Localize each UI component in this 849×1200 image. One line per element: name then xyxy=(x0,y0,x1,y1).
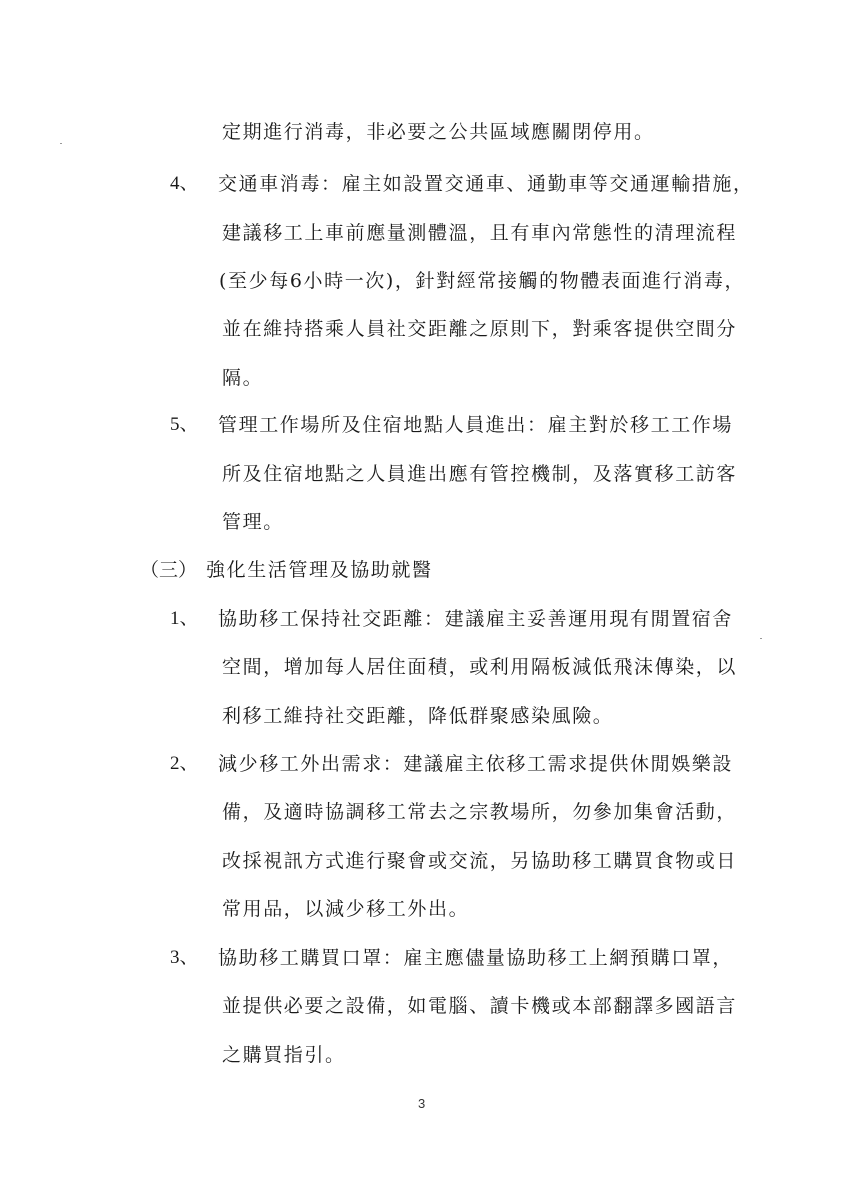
page-number: 3 xyxy=(418,1096,426,1111)
paragraph-line: 所及住宿地點之人員進出應有管控機制，及落實移工訪客 xyxy=(222,463,738,485)
paragraph-line: 交通車消毒：雇主如設置交通車、通勤車等交通運輸措施， xyxy=(218,173,754,195)
paragraph-line: 並在維持搭乘人員社交距離之原則下，對乘客提供空間分 xyxy=(222,318,738,340)
paragraph-line: 建議移工上車前應量測體溫，且有車內常態性的清理流程 xyxy=(222,222,738,244)
item-number: 1、 xyxy=(170,608,199,629)
paragraph-line: 定期進行消毒，非必要之公共區域應關閉停用。 xyxy=(222,121,655,143)
paragraph-line: 管理工作場所及住宿地點人員進出：雇主對於移工工作場 xyxy=(218,414,734,436)
paragraph-line: 減少移工外出需求：建議雇主依移工需求提供休閒娛樂設 xyxy=(218,753,734,775)
scan-speck xyxy=(760,638,762,639)
item-number: 3、 xyxy=(170,947,199,968)
section-number: （三） xyxy=(140,559,198,581)
item-number: 5、 xyxy=(170,414,199,435)
paragraph-line: 並提供必要之設備，如電腦、讀卡機或本部翻譯多國語言 xyxy=(222,995,738,1017)
paragraph-line: 之購買指引。 xyxy=(222,1044,346,1066)
paragraph-line: 備，及適時協調移工常去之宗教場所，勿參加集會活動， xyxy=(222,801,738,823)
paragraph-line: 協助移工保持社交距離：建議雇主妥善運用現有閒置宿舍 xyxy=(218,608,734,630)
paragraph-line: (至少每6小時一次)，針對經常接觸的物體表面進行消毒， xyxy=(219,270,746,292)
paragraph-line: 隔。 xyxy=(222,367,264,389)
paragraph-line: 管理。 xyxy=(222,511,284,533)
paragraph-line: 改採視訊方式進行聚會或交流，另協助移工購買食物或日 xyxy=(222,850,738,872)
paragraph-line: 常用品，以減少移工外出。 xyxy=(222,898,470,920)
paragraph-line: 空間，增加每人居住面積，或利用隔板減低飛沫傳染，以 xyxy=(222,656,738,678)
section-title: 強化生活管理及協助就醫 xyxy=(206,559,433,581)
item-number: 2、 xyxy=(170,753,199,774)
scan-speck xyxy=(60,143,62,144)
item-number: 4、 xyxy=(170,173,199,194)
paragraph-line: 協助移工購買口罩：雇主應儘量協助移工上網預購口罩， xyxy=(218,947,734,969)
paragraph-line: 利移工維持社交距離，降低群聚感染風險。 xyxy=(222,705,614,727)
